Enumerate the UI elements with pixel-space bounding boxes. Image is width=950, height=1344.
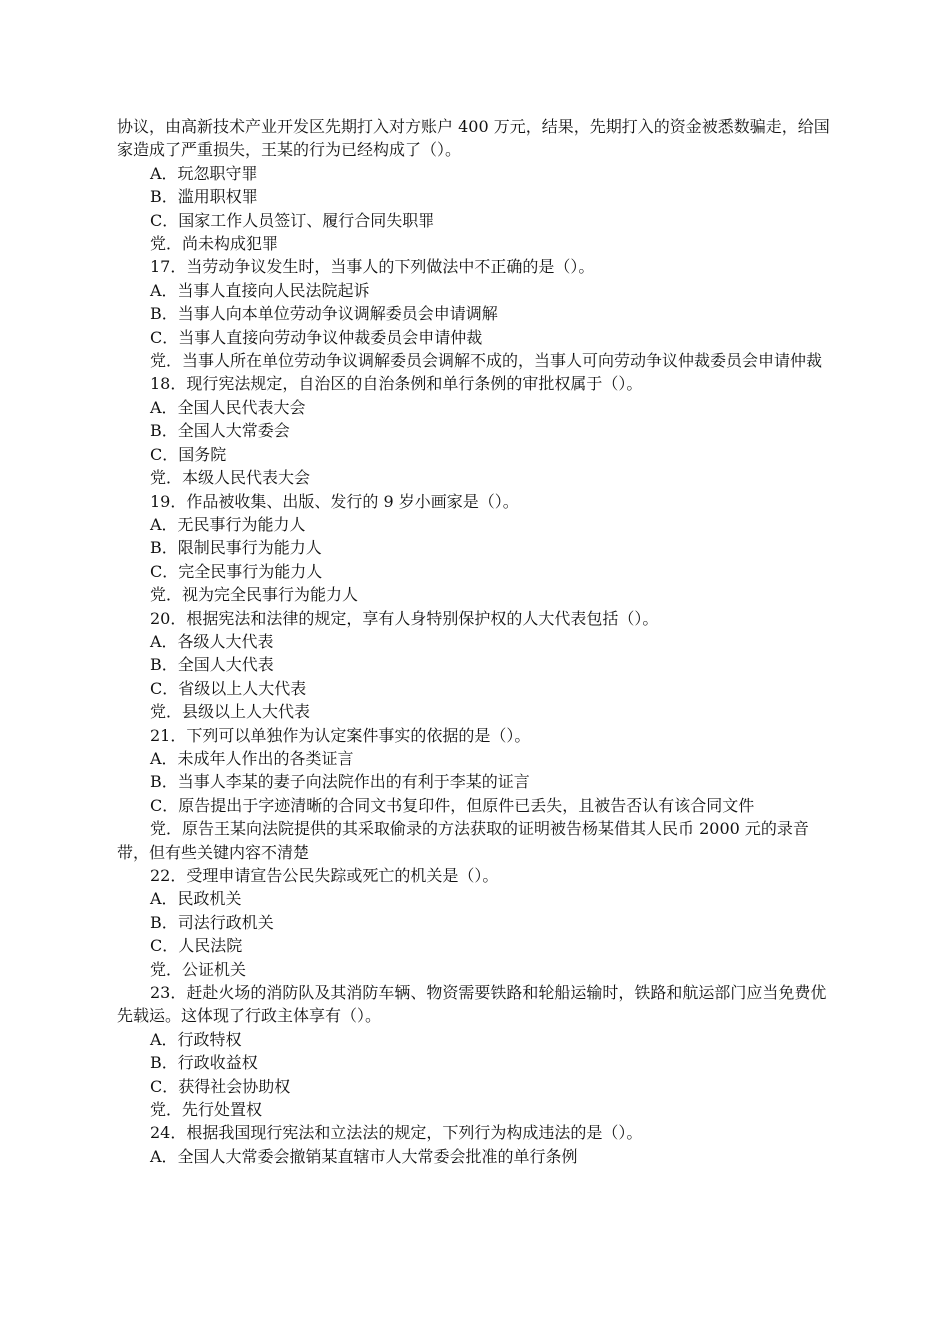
question-21: 21．下列可以单独作为认定案件事实的依据的是（）。: [150, 725, 531, 745]
paragraph-continuation: 协议，由高新技术产业开发区先期打入对方账户 400 万元，结果，先期打入的资金被悉数骗走，给国家造成了严重损失，王某的行为已经构成了（）。: [117, 117, 830, 160]
option-c: C．国家工作人员签订、履行合同失职罪: [150, 210, 435, 230]
question-22: 22．受理申请宣告公民失踪或死亡的机关是（）。: [150, 866, 499, 885]
option-d: 党．先行处置权: [150, 1100, 263, 1120]
option-a: A．玩忽职守罪: [150, 163, 258, 183]
option-a: A．全国人大常委会撤销某直辖市人大常委会批准的单行条例: [150, 1146, 578, 1166]
option-d: 党．尚未构成犯罪: [150, 234, 279, 254]
option-b: B．司法行政机关: [150, 912, 274, 932]
question-23: 23．赶赴火场的消防队及其消防车辆、物资需要铁路和轮船运输时，铁路和航运部门应当免费优先载运。这体现了行政主体享有（）。: [117, 983, 827, 1026]
option-b: B．全国人大代表: [150, 655, 274, 675]
option-a: A．各级人大代表: [150, 631, 274, 651]
option-a: A．未成年人作出的各类证言: [150, 748, 354, 768]
question-24: 24．根据我国现行宪法和立法法的规定，下列行为构成违法的是（）。: [150, 1123, 643, 1143]
option-d: 党．当事人所在单位劳动争议调解委员会调解不成的，当事人可向劳动争议仲裁委员会申请仲裁: [150, 351, 823, 371]
question-17: 17．当劳动争议发生时，当事人的下列做法中不正确的是（）。: [150, 257, 595, 277]
option-c: C．人民法院: [150, 936, 243, 956]
option-a: A．行政特权: [150, 1029, 242, 1049]
option-d: 党．县级以上人大代表: [150, 702, 311, 722]
option-b: B．行政收益权: [150, 1053, 258, 1073]
option-c: C．省级以上人大代表: [150, 678, 307, 698]
option-d: 党．公证机关: [150, 959, 247, 979]
option-c: C．原告提出于字迹清晰的合同文书复印件，但原件已丢失，且被告否认有该合同文件: [150, 795, 755, 815]
option-b: B．当事人向本单位劳动争议调解委员会申请调解: [150, 304, 498, 324]
option-a: A．全国人民代表大会: [150, 397, 306, 417]
option-d: 党．视为完全民事行为能力人: [150, 585, 359, 605]
option-c: C．当事人直接向劳动争议仲裁委员会申请仲裁: [150, 327, 483, 347]
option-c: C．完全民事行为能力人: [150, 561, 323, 581]
option-b: B．滥用职权罪: [150, 187, 258, 207]
option-d: 党．本级人民代表大会: [150, 468, 311, 488]
option-c: C．国务院: [150, 444, 227, 464]
question-18: 18．现行宪法规定，自治区的自治条例和单行条例的审批权属于（）。: [150, 374, 643, 394]
option-c: C．获得社会协助权: [150, 1076, 291, 1096]
option-b: B．全国人大常委会: [150, 421, 290, 441]
question-20: 20．根据宪法和法律的规定，享有人身特别保护权的人大代表包括（）。: [150, 608, 659, 628]
option-b: B．限制民事行为能力人: [150, 538, 322, 558]
option-a: A．无民事行为能力人: [150, 514, 306, 534]
question-19: 19．作品被收集、出版、发行的 9 岁小画家是（）。: [150, 491, 519, 511]
option-d: 党．原告王某向法院提供的其采取偷录的方法获取的证明被告杨某借其人民币 2000 元的录音带，但有些关键内容不清楚: [117, 819, 809, 862]
option-a: A．民政机关: [150, 889, 242, 909]
document-page: [117, 115, 837, 1168]
option-a: A．当事人直接向人民法院起诉: [150, 280, 370, 300]
option-b: B．当事人李某的妻子向法院作出的有利于李某的证言: [150, 772, 530, 792]
